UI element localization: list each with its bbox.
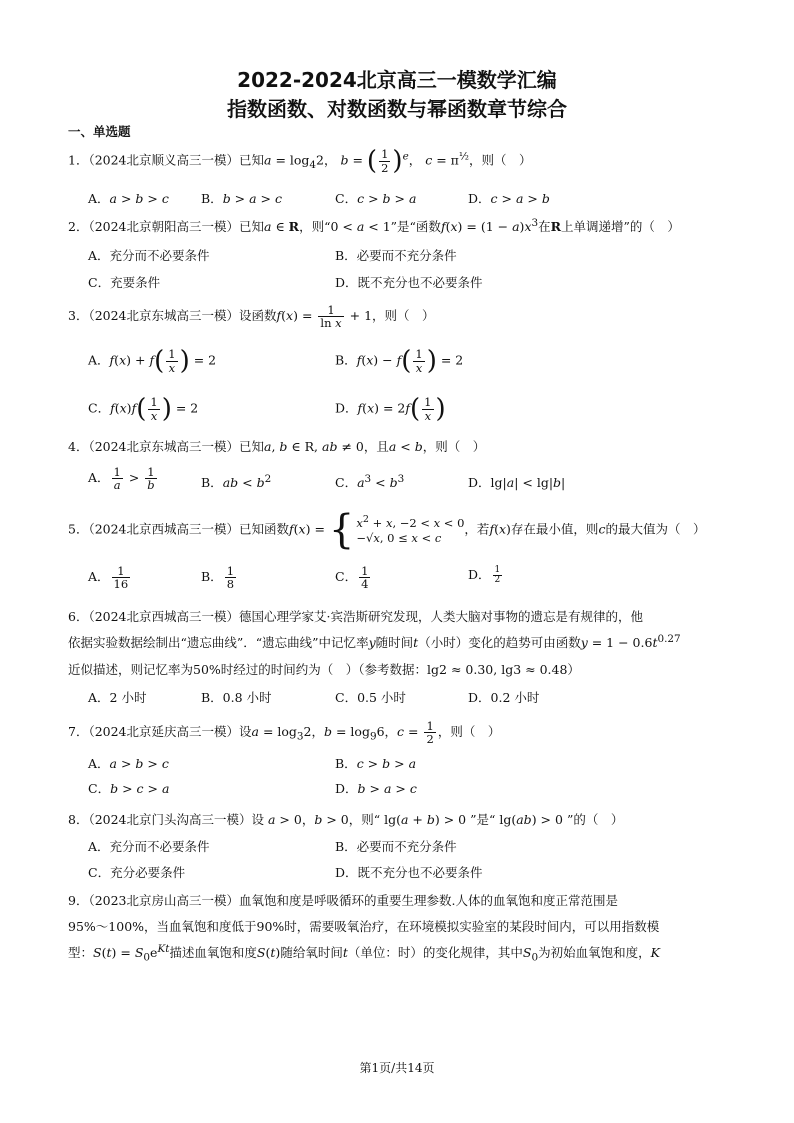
q2-option-a: A．充分而不必要条件 — [88, 248, 210, 263]
q1-option-a: A．a > b > c — [88, 191, 169, 206]
q7-option-b: B．c > b > a — [335, 756, 417, 771]
q4-option-b: B．ab < $b^2$ — [201, 473, 272, 491]
q3-option-a: A．f(x) + f( $\frac{1}{x}$ ) = 2 — [88, 346, 217, 376]
q3-option-b: B．f(x) − f( $\frac{1}{x}$ ) = 2 — [335, 346, 464, 376]
q7-option-a: A．a > b > c — [88, 756, 169, 771]
question-9-line3: 型：$S(t) = S_0e^{Kt}$描述血氧饱和度S(t)随给氧时间t（单位：时）的变化规律，其中$S_0$为初始血氧饱和度，K — [68, 943, 660, 964]
q6-option-a: A．2 小时 — [88, 690, 147, 705]
q8-option-b: B．必要而不充分条件 — [335, 839, 457, 854]
page-subtitle: 指数函数、对数函数与幂函数章节综合 — [227, 97, 567, 121]
q6-option-c: C．0.5 小时 — [335, 690, 406, 705]
q4-option-c: C．$a^3 < b^3$ — [335, 473, 405, 491]
section-heading: 一、单选题 — [68, 124, 131, 139]
question-4: 4．（2024北京东城高三一模）已知a, b ∈ R, ab ≠ 0，且a < b，则（ ） — [68, 439, 486, 454]
question-6-line1: 6．（2024北京西城高三一模）德国心理学家艾·宾浩斯研究发现，人类大脑对事物的遗忘是有规律的，他 — [68, 609, 643, 624]
q8-option-a: A．充分而不必要条件 — [88, 839, 210, 854]
question-2: 2．（2024北京朝阳高三一模）已知a ∈ R，则“0 < a < 1”是“函数$f(x) = (1 - a)x^3$在R上单调递增”的（ ） — [68, 217, 680, 235]
question-6-line2: 依据实验数据绘制出“遗忘曲线”．“遗忘曲线”中记忆率y随时间t（小时）变化的趋势可由函数$y = 1 - 0.6t^{0.27}$ — [68, 633, 681, 651]
q7-option-d: D．b > a > c — [335, 781, 417, 796]
q5-option-b: B． $\frac{1}{8}$ — [201, 564, 235, 592]
q1-option-b: B．b > a > c — [201, 191, 283, 206]
question-1: 1．（2024北京顺义高三一模）已知$a = \log_42$， b = ( $\frac{1}{2}$ )$^e$， $c = \pi^{\frac{1}{2}}$，则（ ） — [68, 146, 532, 176]
question-7: 7．（2024北京延庆高三一模）设$a = \log_32$，$b = \log_96$，c = $\frac{1}{2}$ ，则（ ） — [68, 719, 501, 747]
q8-option-c: C．充分必要条件 — [88, 865, 186, 880]
q7-option-c: C．b > c > a — [88, 781, 170, 796]
q6-option-d: D．0.2 小时 — [468, 690, 540, 705]
question-9-line1: 9．（2023北京房山高三一模）血氧饱和度是呼吸循环的重要生理参数.人体的血氧饱和度正常范围是 — [68, 893, 618, 908]
q1-option-d: D．c > a > b — [468, 191, 550, 206]
question-3: 3．（2024北京东城高三一模）设函数f(x) = $\frac{1}{\text{ln x}}$ + 1，则（ ） — [68, 303, 435, 331]
q3-option-d: D．f(x) = 2f( $\frac{1}{x}$ ) — [335, 394, 446, 424]
q5-option-d: D． $\frac{1}{2}$ — [468, 564, 501, 585]
q2-option-d: D．既不充分也不必要条件 — [335, 275, 483, 290]
q4-option-d: D．lg|a| < lg|b| — [468, 475, 566, 490]
q5-option-a: A． $\frac{1}{16}$ — [88, 564, 129, 592]
q2-option-c: C．充要条件 — [88, 275, 161, 290]
question-9-line2: 95%～100%，当血氧饱和度低于90%时，需要吸氧治疗，在环境模拟实验室的某段时间内，可以用指数模 — [68, 919, 660, 934]
question-8: 8．（2024北京门头沟高三一模）设 a > 0，b > 0，则“ lg(a + b) > 0 ”是“ lg(ab) > 0 ”的（ ） — [68, 812, 624, 827]
q8-option-d: D．既不充分也不必要条件 — [335, 865, 483, 880]
q2-option-b: B．必要而不充分条件 — [335, 248, 457, 263]
page-title: 2022-2024北京高三一模数学汇编 — [237, 68, 557, 92]
q3-option-c: C．f(x)f( $\frac{1}{x}$ ) = 2 — [88, 394, 199, 424]
q1-option-c: C．c > b > a — [335, 191, 417, 206]
q6-option-b: B．0.8 小时 — [201, 690, 272, 705]
q4-option-a: A． $\frac{1}{a}$ > $\frac{1}{b}$ — [88, 465, 155, 493]
page-footer: 第1页/共14页 — [359, 1061, 435, 1075]
question-6-line3: 近似描述，则记忆率为50%时经过的时间约为（ ）（参考数据：lg2 ≈ 0.30, lg3 ≈ 0.48） — [68, 662, 580, 677]
q5-option-c: C． $\frac{1}{4}$ — [335, 564, 369, 592]
question-5: 5．（2024北京西城高三一模）已知函数f(x) = { $x^2 + x$, −2 < x < 0 −√x, 0 ≤ x < c，若f(x)存在最小值，则c的最大值为（ ） — [68, 507, 706, 553]
